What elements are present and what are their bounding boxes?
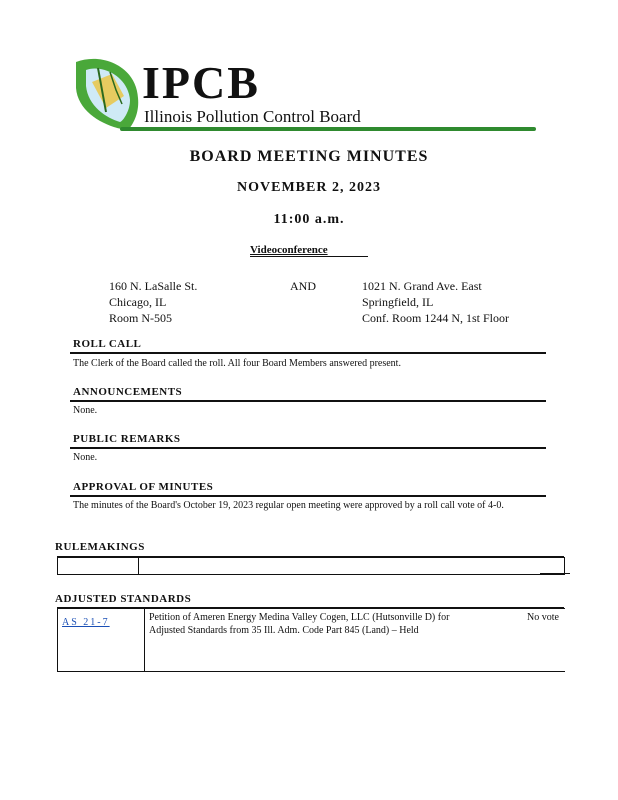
address-line: 160 N. LaSalle St.	[109, 279, 198, 293]
logo-subtitle: Illinois Pollution Control Board	[144, 107, 361, 126]
page-title: BOARD MEETING MINUTES	[189, 148, 429, 165]
section-title-approval: APPROVAL OF MINUTES	[73, 481, 214, 493]
address-line: 1021 N. Grand Ave. East	[362, 279, 482, 293]
logo-title: IPCB	[142, 57, 260, 108]
section-title-rulemakings: RULEMAKINGS	[55, 541, 145, 553]
address-chicago	[109, 278, 197, 326]
case-description-cell	[145, 609, 566, 672]
adjusted-standards-table	[57, 608, 565, 672]
meeting-time: 11:00 a.m.	[273, 212, 345, 227]
leaf-icon	[72, 52, 144, 132]
table-rule-extension	[540, 573, 570, 574]
section-title-adjusted-standards: ADJUSTED STANDARDS	[55, 593, 192, 605]
vote-status: No vote	[527, 612, 559, 623]
table-cell	[58, 558, 139, 575]
rulemakings-table	[57, 557, 565, 575]
table-cell	[139, 558, 565, 575]
public-remarks-text: None.	[73, 452, 98, 463]
meeting-date: NOVEMBER 2, 2023	[237, 180, 381, 195]
address-line: Conf. Room 1244 N, 1st Floor	[362, 311, 510, 325]
case-number-cell	[58, 609, 145, 672]
section-title-public-remarks: PUBLIC REMARKS	[73, 433, 181, 445]
section-title-roll-call: ROLL CALL	[73, 338, 142, 350]
address-springfield	[362, 278, 509, 326]
case-description: Petition of Ameren Energy Medina Valley Cogen, LLC (Hutsonville D) for Adjusted Standards from 35 Ill. Adm. Code Part 845 (Land) – Held	[149, 612, 450, 636]
announcements-text: None.	[73, 405, 98, 416]
address-line: Chicago, IL	[109, 295, 167, 309]
section-divider	[70, 352, 546, 354]
logo-underline	[120, 127, 536, 131]
address-line: Room N-505	[109, 311, 172, 325]
section-divider	[70, 400, 546, 402]
section-title-announcements: ANNOUNCEMENTS	[73, 386, 183, 398]
case-link-as-21-7[interactable]: AS 21-7	[62, 617, 110, 628]
section-divider	[70, 495, 546, 497]
ipcb-logo-leaf	[72, 52, 144, 132]
address-connector: AND	[290, 279, 316, 293]
table-row	[58, 558, 565, 575]
roll-call-text: The Clerk of the Board called the roll. All four Board Members answered present.	[73, 358, 401, 369]
venue-label: Videoconference	[250, 244, 368, 257]
address-line: Springfield, IL	[362, 295, 434, 309]
approval-text: The minutes of the Board's October 19, 2023 regular open meeting were approved by a roll call vote of 4-0.	[73, 500, 504, 511]
table-row	[58, 609, 566, 672]
section-divider	[70, 447, 546, 449]
